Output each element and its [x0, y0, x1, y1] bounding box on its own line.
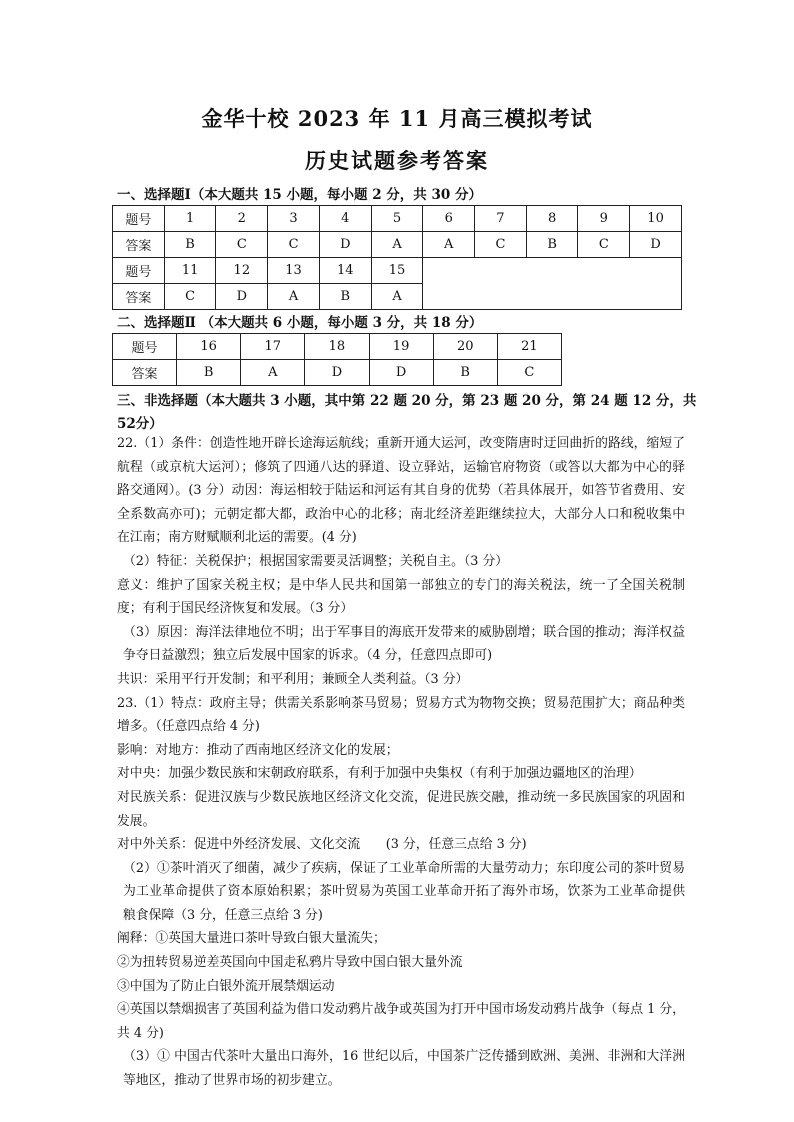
- question-number: 5: [371, 206, 423, 232]
- answer-paragraph: 23.（1）特点：政府主导；供需关系影响茶马贸易；贸易方式为物物交换；贸易范围扩大；商品种类增多。（任意四点给 4 分): [117, 695, 685, 735]
- question-number: 18: [305, 334, 369, 360]
- row-label: 答案: [113, 232, 165, 258]
- answer-paragraph: 阐释：①英国大量进口茶叶导致白银大量流失；: [117, 931, 386, 947]
- question-number: 2: [216, 206, 268, 232]
- answer-cell: D: [216, 284, 268, 310]
- section3-heading: 三、非选择题（本大题共 3 小题，其中第 22 题 20 分，第 23 题 20 分，第 24 题 12 分，共: [117, 393, 697, 409]
- page-subtitle: 历史试题参考答案: [305, 148, 489, 173]
- answer-cell: D: [305, 360, 369, 386]
- question-number: 3: [268, 206, 320, 232]
- question-number: 20: [433, 334, 497, 360]
- answer-cell: A: [268, 284, 320, 310]
- answer-cell: A: [371, 284, 423, 310]
- question-number: 10: [630, 206, 682, 232]
- answer-cell: D: [369, 360, 433, 386]
- answer-cell: B: [526, 232, 578, 258]
- question-number: 11: [164, 258, 216, 284]
- table-row: [113, 258, 682, 284]
- answer-paragraph: （2）特征：关税保护；根据国家需要灵活调整；关税自主。（3 分）: [123, 553, 509, 569]
- answer-cell: B: [319, 284, 371, 310]
- answer-paragraph: 22.（1）条件：创造性地开辟长途海运航线；重新开通大运河，改变隋唐时迂回曲折的路线，缩短了航程（或京杭大运河）；修筑了四通八达的驿道、设立驿站，运输官府物资（或答以大都为中心的驿路交通网）。(3 分）动因：海运相较于陆运和河运有其自身的优势（若具体展开，如答节省费用、安全系数高亦可)；元朝定都大都，政治中心的北移；南北经济差距继续拉大，大部分人口和税收集中在江南；南方财赋顺利北运的需要。(4 分): [117, 436, 685, 546]
- answer-cell: B: [164, 232, 216, 258]
- answer-paragraph: ③中国为了防止白银外流开展禁烟运动: [117, 978, 335, 994]
- answer-cell: A: [241, 360, 305, 386]
- answer-paragraph: （2）①茶叶消灭了细菌，减少了疾病，保证了工业革命所需的大量劳动力；东印度公司的茶叶贸易为工业革命提供了资本原始积累；茶叶贸易为英国工业革命开拓了海外市场，饮茶为工业革命提供粮食保障（3 分，任意三点给 3 分): [123, 860, 685, 923]
- question-number: 6: [423, 206, 475, 232]
- row-label: 题号: [113, 334, 177, 360]
- answer-cell: D: [319, 232, 371, 258]
- answer-cell: B: [177, 360, 241, 386]
- answer-cell: B: [433, 360, 497, 386]
- row-label: 答案: [113, 360, 177, 386]
- table-row: [113, 334, 562, 360]
- answer-paragraph: ④英国以禁烟损害了英国利益为借口发动鸦片战争或英国为打开中国市场发动鸦片战争（每点 1 分，共 4 分): [117, 1002, 685, 1041]
- answer-cell: C: [497, 360, 561, 386]
- question-number: 8: [526, 206, 578, 232]
- question-number: 7: [475, 206, 527, 232]
- answer-cell: A: [423, 232, 475, 258]
- question-number: 15: [371, 258, 423, 284]
- answer-cell: C: [475, 232, 527, 258]
- section1-heading: 一、选择题Ⅰ（本大题共 15 小题，每小题 2 分，共 30 分）: [117, 187, 482, 203]
- answer-paragraph: （3）原因：海洋法律地位不明；出于军事目的海底开发带来的威胁剧增；联合国的推动；海洋权益争夺日益激烈；独立后发展中国家的诉求。（4 分，任意四点即可): [123, 624, 685, 664]
- answer-cell: A: [371, 232, 423, 258]
- answer-paragraph: 共识：采用平行开发制；和平利用；兼顾全人类利益。（3 分）: [117, 671, 469, 687]
- answer-paragraph: 对中外关系：促进中外经济发展、文化交流 (3 分，任意三点给 3 分): [117, 837, 527, 853]
- section3-heading-cont: 52分）: [117, 416, 163, 432]
- question-number: 13: [268, 258, 320, 284]
- question-number: 9: [578, 206, 630, 232]
- table-row: [113, 360, 562, 386]
- answer-paragraph: 对中央：加强少数民族和宋朝政府联系，有利于加强中央集权（有利于加强边疆地区的治理）: [117, 766, 642, 782]
- answer-body: [117, 432, 685, 1093]
- question-number: 16: [177, 334, 241, 360]
- blank-cell: [423, 258, 682, 310]
- answer-cell: C: [216, 232, 268, 258]
- answer-paragraph: 意义：维护了国家关税主权；是中华人民共和国第一部独立的专门的海关税法，统一了全国关税制度；有利于国民经济恢复和发展。（3 分）: [117, 577, 685, 617]
- section1-answer-table: [112, 205, 682, 310]
- answer-cell: C: [268, 232, 320, 258]
- answer-cell: D: [630, 232, 682, 258]
- answer-paragraph: （3）① 中国古代茶叶大量出口海外，16 世纪以后，中国茶广泛传播到欧洲、美洲、非洲和大洋洲等地区，推动了世界市场的初步建立。: [123, 1049, 685, 1089]
- question-number: 19: [369, 334, 433, 360]
- row-label: 题号: [113, 206, 165, 232]
- question-number: 12: [216, 258, 268, 284]
- row-label: 题号: [113, 258, 165, 284]
- table-row: [113, 206, 682, 232]
- question-number: 14: [319, 258, 371, 284]
- section2-answer-table: [112, 333, 562, 386]
- table-row: [113, 232, 682, 258]
- answer-cell: C: [578, 232, 630, 258]
- section2-heading: 二、选择题Ⅱ （本大题共 6 小题，每小题 3 分，共 18 分）: [117, 315, 483, 331]
- answer-paragraph: 对民族关系：促进汉族与少数民族地区经济文化交流，促进民族交融，推动统一多民族国家的巩固和发展。: [117, 789, 685, 829]
- question-number: 21: [497, 334, 561, 360]
- answer-paragraph: 影响：对地方：推动了西南地区经济文化的发展；: [117, 742, 399, 758]
- page-title: 金华十校 2023 年 11 月高三模拟考试: [201, 106, 593, 131]
- question-number: 17: [241, 334, 305, 360]
- answer-cell: C: [164, 284, 216, 310]
- answer-paragraph: ②为扭转贸易逆差英国向中国走私鸦片导致中国白银大量外流: [117, 955, 463, 971]
- question-number: 4: [319, 206, 371, 232]
- row-label: 答案: [113, 284, 165, 310]
- question-number: 1: [164, 206, 216, 232]
